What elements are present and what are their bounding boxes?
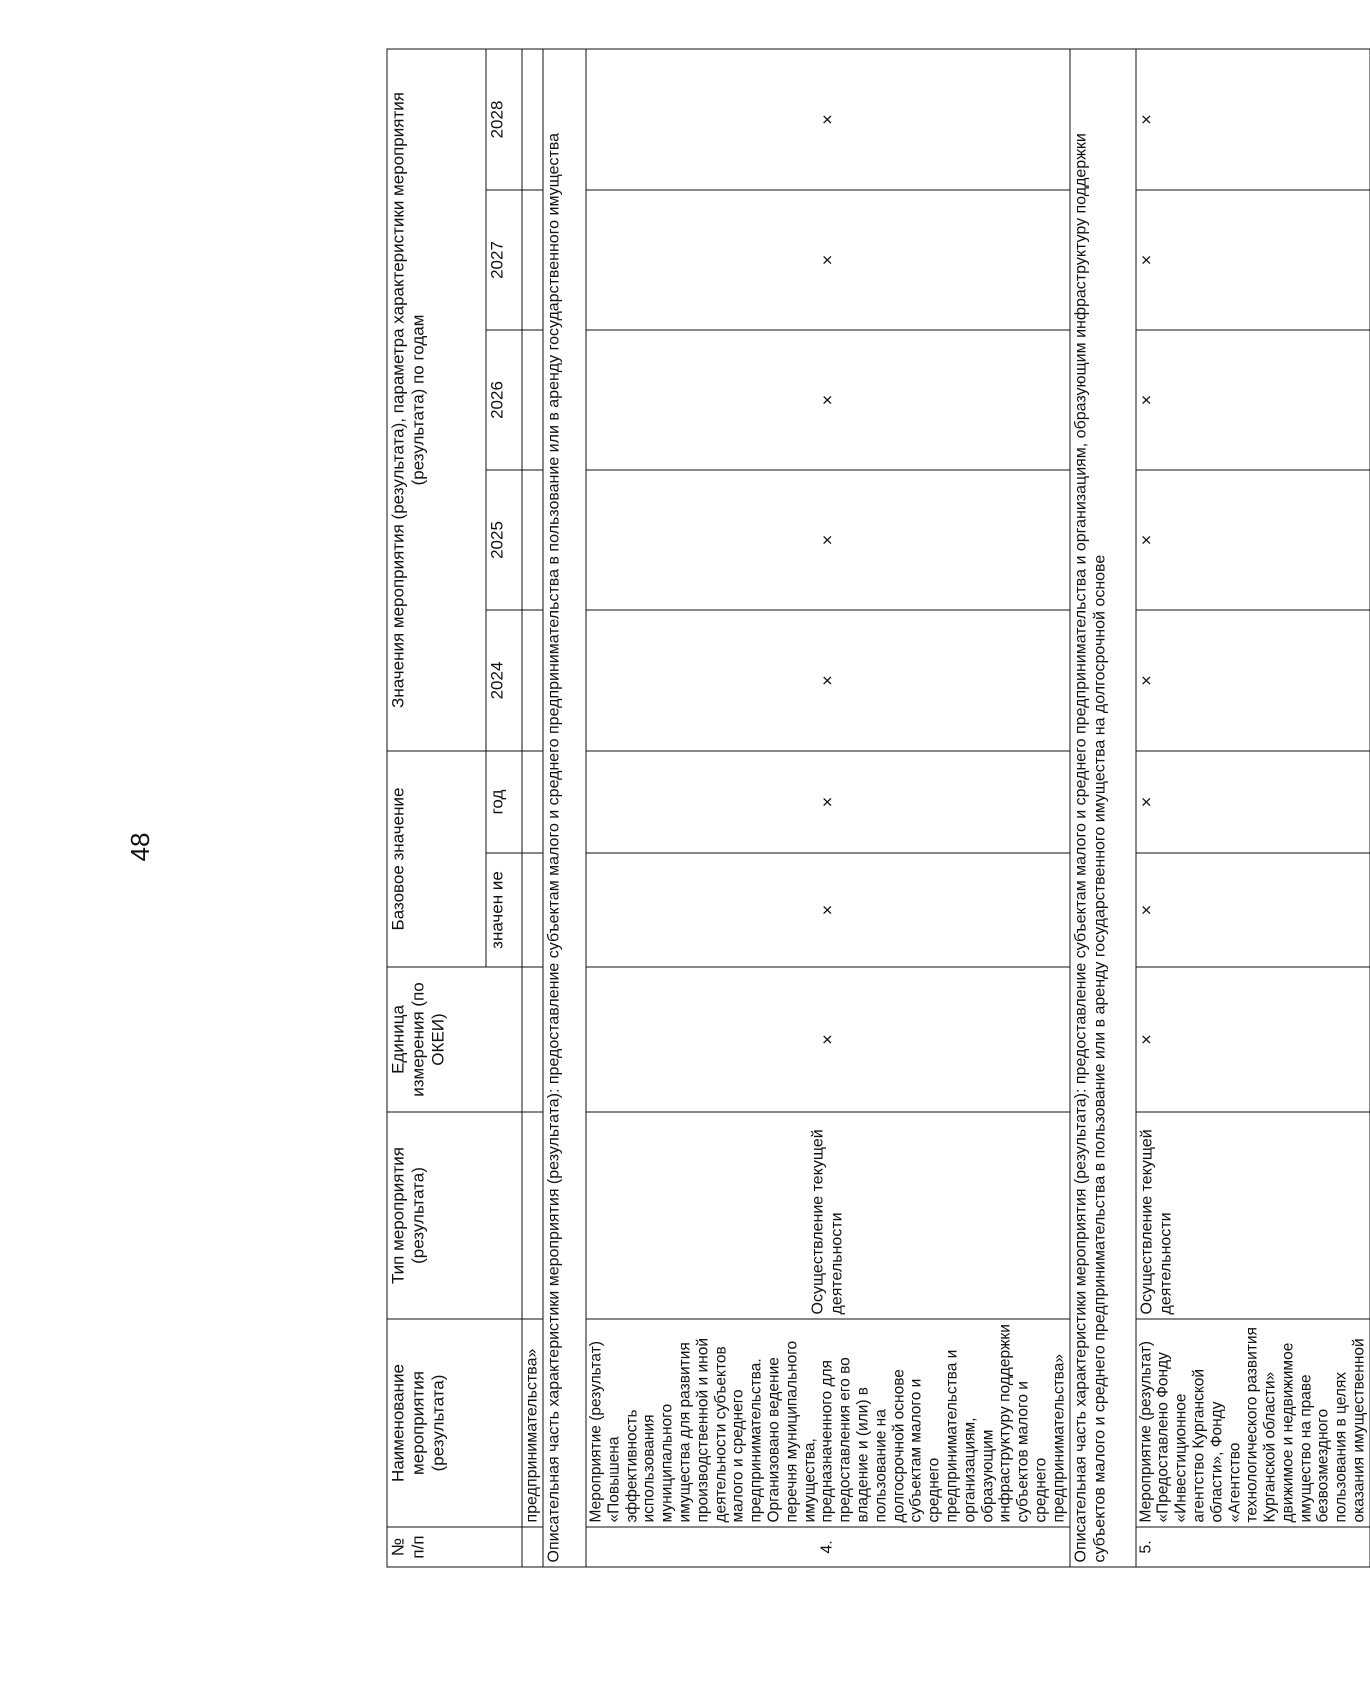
row-4-value-2028: × — [586, 49, 1070, 190]
row-5-value-2025: × — [1136, 470, 1370, 610]
row-4-value-2026: × — [586, 330, 1070, 470]
row-4-unit: × — [586, 967, 1070, 1112]
continuation-text: предпринимательства» — [522, 1319, 543, 1527]
row-5-num: 5. — [1136, 1527, 1370, 1567]
row-5-unit: × — [1136, 967, 1370, 1112]
row-4-type: Осуществление текущей деятельности — [586, 1112, 1070, 1319]
header-name: Наименование мероприятия (результата) — [387, 1319, 522, 1527]
row-5-value-2028: × — [1136, 49, 1370, 190]
row-4-name: Мероприятие (результат) «Повышена эффективность использования муниципального имущества для развития производственной и иной деятельности субъектов малого и среднего предпринимательства. Организовано ведение перечня муниципального имущества, предназначенного для предоставления его во владение и (или) в пользование на долгосрочной основе субъектам малого и среднего предпринимательства и организациям, образующим инфраструктуру поддержки субъектов малого и среднего предпринимательства» — [586, 1319, 1070, 1527]
row-5-value-2024: × — [1136, 610, 1370, 751]
rotated-table-frame — [387, 50, 1368, 1568]
row-5-type: Осуществление текущей деятельности — [1136, 1112, 1370, 1319]
continuation-row — [522, 49, 543, 1567]
header-num: № п/п — [387, 1527, 522, 1567]
header-base-year: год — [486, 751, 522, 853]
section-2-text: Описательная часть характеристики мероприятия (результата): предоставление субъектам малого и среднего предпринимательства и организациям, образующим инфраструктуру поддержки субъектов малого и среднего предпринимательства в пользование или в аренду государственного имущества на долгосрочной основе — [1070, 49, 1136, 1567]
row-4-num: 4. — [586, 1527, 1070, 1567]
header-year-2025: 2025 — [486, 470, 522, 610]
row-5-base-year: × — [1136, 751, 1370, 853]
row-5-name: Мероприятие (результат) «Предоставлено Фонду «Инвестиционное агентство Курганской области», Фонду «Агентство технологического развития Курганской области» движимое и недвижимое имущество на праве безвозмездного пользования в целях оказания имущественной — [1136, 1319, 1370, 1527]
page-number: 48 — [125, 832, 155, 862]
table-row-4 — [586, 49, 1070, 1567]
row-5-value-2027: × — [1136, 190, 1370, 330]
row-5-value-2026: × — [1136, 330, 1370, 470]
section-1-text: Описательная часть характеристики мероприятия (результата): предоставление субъектам малого и среднего предпринимательства в пользование или в аренду государственного имущества — [543, 49, 586, 1567]
row-4-value-2025: × — [586, 470, 1070, 610]
section-row-2 — [1070, 49, 1136, 1567]
row-4-value-2027: × — [586, 190, 1070, 330]
header-year-2024: 2024 — [486, 610, 522, 751]
row-4-base-year: × — [586, 751, 1070, 853]
row-4-base-value: × — [586, 853, 1070, 967]
table-row-5 — [1136, 49, 1370, 1567]
row-5-base-value: × — [1136, 853, 1370, 967]
header-base: Базовое значение — [387, 751, 486, 967]
measures-table — [387, 49, 1370, 1568]
section-row-1 — [543, 49, 586, 1567]
header-year-2028: 2028 — [486, 49, 522, 190]
header-base-value: значен ие — [486, 853, 522, 967]
header-year-2027: 2027 — [486, 190, 522, 330]
header-unit: Единица измерения (по ОКЕИ) — [387, 967, 522, 1112]
header-values: Значения мероприятия (результата), параметра характеристики мероприятия (результата) по годам — [387, 49, 486, 751]
header-year-2026: 2026 — [486, 330, 522, 470]
header-row-top — [387, 49, 486, 1567]
row-4-value-2024: × — [586, 610, 1070, 751]
header-type: Тип мероприятия (результата) — [387, 1112, 522, 1319]
